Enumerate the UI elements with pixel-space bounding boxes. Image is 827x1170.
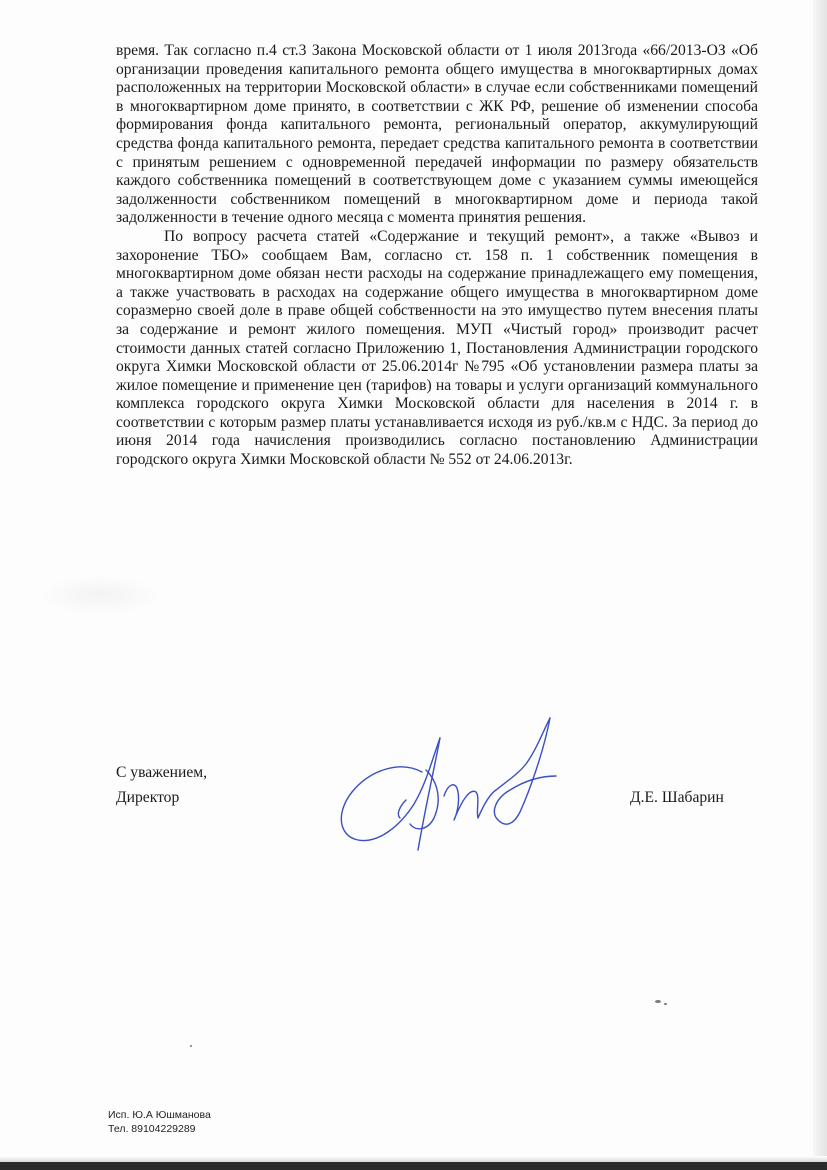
closing-position: Директор [116, 789, 180, 806]
letter-paragraph-1: время. Так согласно п.4 ст.3 Закона Московской области от 1 июля 2013года «66/2013-ОЗ «Об организации проведения капитального ремонта общего имущества в многоквартирных домах расположенных на территории Московской области» в случае если собственниками помещений в многоквартирном доме принято, в соответствии с ЖК РФ, решение об изменении способа формирования фонда капитального ремонта, региональный оператор, аккумулирующий средства фонда капитального ремонта, передает средства капитального ремонта в соответствии с принятым решением с одновременной передачей информации по размеру обязательств каждого собственника помещений в соответствующем доме с указанием суммы имеющейся задолженности собственником помещений в многоквартирном доме и периода такой задолженности в течение одного месяца с момента принятия решения. [116, 42, 758, 227]
letter-body [116, 42, 758, 470]
signature-stroke-7 [398, 800, 406, 818]
scan-speck [190, 1045, 192, 1047]
signer-name: Д.Е. Шабарин [630, 789, 724, 806]
signature-stroke-6 [494, 718, 556, 824]
letter-paragraph-2: По вопросу расчета статей «Содержание и текущий ремонт», а также «Вывоз и захоронение ТБО» сообщаем Вам, согласно ст. 158 п. 1 собственник помещения в многоквартирном доме обязан нести расходы на содержание принадлежащего ему помещения, а также участвовать в расходах на содержание общего имущества в многоквартирном доме соразмерно своей доле в праве общей собственности на это имущество путем внесения платы за содержание и ремонт жилого помещения. МУП «Чистый город» производит расчет стоимости данных статей согласно Приложению 1, Постановления Администрации городского округа Химки Московской области от 25.06.2014г №795 «Об установлении размера платы за жилое помещение и применение цен (тарифов) на товары и услуги организаций коммунального комплекса городского округа Химки Московской области для населения в 2014 г. в соответствии с которым размер платы устанавливается исходя из руб./кв.м с НДС. За период до июня 2014 года начисления производились согласно постановлению Администрации городского округа Химки Московской области № 552 от 24.06.2013г. [116, 227, 758, 469]
closing-regards: С уважением, [116, 764, 208, 781]
scan-speck [664, 1003, 667, 1005]
signature-stroke-1 [341, 738, 440, 841]
faint-scan-mark [40, 575, 160, 615]
scan-right-edge [813, 0, 827, 1170]
signature-stroke-5 [496, 718, 550, 790]
closing-block [116, 760, 207, 810]
executor-block [108, 1108, 211, 1136]
executor-name: Исп. Ю.А Юшманова [108, 1109, 211, 1121]
scan-bottom-edge [0, 1162, 827, 1170]
signature-stroke-2 [418, 738, 440, 850]
scan-speck [655, 1000, 661, 1003]
executor-phone: Тел. 89104229289 [108, 1123, 196, 1135]
handwritten-signature [330, 700, 565, 870]
signature-stroke-4 [444, 785, 496, 820]
